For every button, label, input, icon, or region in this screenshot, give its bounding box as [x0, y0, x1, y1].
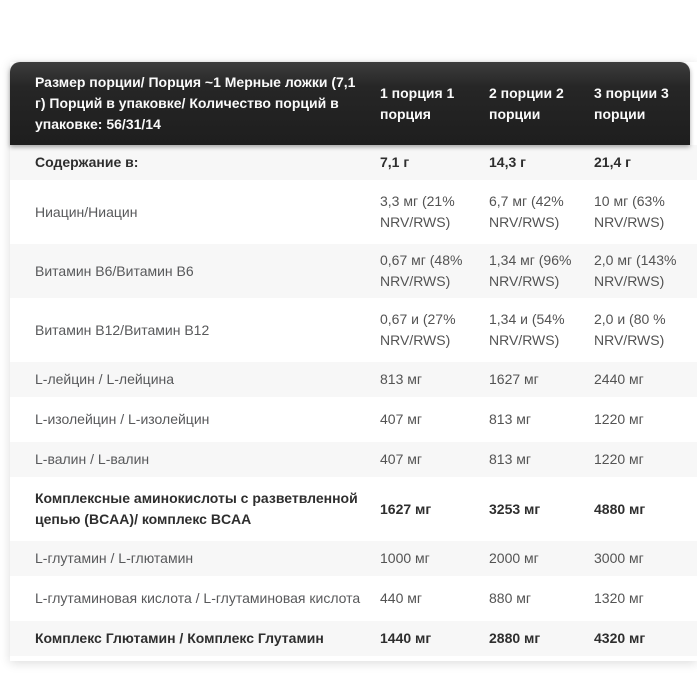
row-value-serving-3: 10 мг (63% NRV/RWS) — [594, 193, 665, 230]
table-row — [10, 581, 697, 621]
row-value-serving-3: 1220 мг — [594, 411, 644, 427]
row-value-serving-2: 14,3 г — [489, 154, 526, 170]
nutrition-facts-table — [10, 62, 697, 661]
row-value-serving-1: 1440 мг — [380, 630, 432, 646]
row-value-serving-2: 813 мг — [489, 451, 531, 467]
row-value-serving-1: 440 мг — [380, 590, 422, 606]
row-value-serving-3: 4880 мг — [594, 500, 646, 517]
row-label: Витамин B6/Витамин B6 — [35, 262, 194, 279]
table-header-row — [10, 62, 690, 145]
row-value-serving-2: 813 мг — [489, 411, 531, 427]
row-value-serving-3: 1220 мг — [594, 451, 644, 467]
row-value-serving-1: 7,1 г — [380, 154, 410, 170]
row-value-serving-1: 407 мг — [380, 451, 422, 467]
row-value-serving-3: 2,0 мг (143% NRV/RWS) — [594, 252, 677, 289]
row-value-serving-3: 21,4 г — [594, 154, 631, 170]
row-value-serving-2: 1627 мг — [489, 371, 539, 387]
row-label: L-глутаминовая кислота / L-глутаминовая кислота — [35, 590, 361, 606]
row-value-serving-1: 1000 мг — [380, 550, 430, 566]
table-header-col-2-servings: 2 порции 2 порции — [489, 84, 564, 122]
row-value-serving-1: 407 мг — [380, 411, 422, 427]
row-value-serving-1: 0,67 и (27% NRV/RWS) — [380, 311, 456, 348]
table-row — [10, 244, 697, 303]
row-value-serving-2: 1,34 мг (96% NRV/RWS) — [489, 252, 572, 289]
table-row — [10, 303, 697, 362]
row-value-serving-3: 2,0 и (80 % NRV/RWS) — [594, 311, 666, 348]
row-value-serving-2: 6,7 мг (42% NRV/RWS) — [489, 193, 564, 230]
row-value-serving-2: 880 мг — [489, 590, 531, 606]
row-label: L-изолейцин / L-изолейцин — [35, 411, 210, 427]
row-value-serving-2: 1,34 и (54% NRV/RWS) — [489, 311, 565, 348]
row-value-serving-2: 2880 мг — [489, 630, 541, 646]
row-value-serving-2: 2000 мг — [489, 550, 539, 566]
table-row — [10, 402, 697, 442]
row-value-serving-1: 813 мг — [380, 371, 422, 387]
row-value-serving-2: 3253 мг — [489, 500, 541, 517]
table-row — [10, 541, 697, 581]
row-label: Ниацин/Ниацин — [35, 203, 138, 220]
table-body — [10, 145, 697, 661]
table-row — [10, 185, 697, 244]
row-label: L-лейцин / L-лейцина — [35, 371, 175, 387]
row-value-serving-3: 4320 мг — [594, 630, 646, 646]
row-label: Витамин B12/Витамин B12 — [35, 321, 210, 338]
row-value-serving-3: 1320 мг — [594, 590, 644, 606]
row-label: Комплекс Глютамин / Комплекс Глутамин — [35, 630, 324, 646]
table-row — [10, 482, 697, 541]
table-header-col-3-servings: 3 порции 3 порции — [594, 84, 669, 122]
row-label: L-валин / L-валин — [35, 451, 150, 467]
row-value-serving-1: 1627 мг — [380, 500, 432, 517]
row-value-serving-3: 3000 мг — [594, 550, 644, 566]
table-row — [10, 362, 697, 402]
row-value-serving-3: 2440 мг — [594, 371, 644, 387]
table-header-serving-info: Размер порции/ Порция ~1 Мерные ложки (7,1 г) Порций в упаковке/ Количество порций в упаковке: 56/31/14 — [35, 74, 356, 132]
table-row — [10, 621, 697, 661]
table-row — [10, 442, 697, 482]
row-value-serving-1: 3,3 мг (21% NRV/RWS) — [380, 193, 455, 230]
row-value-serving-1: 0,67 мг (48% NRV/RWS) — [380, 252, 463, 289]
table-row — [10, 145, 697, 185]
row-label: Комплексные аминокислоты с разветвленной цепью (BCAA)/ комплекс BCAA — [35, 490, 358, 527]
row-label: Содержание в: — [35, 154, 139, 170]
table-header-col-1-serving: 1 порция 1 порция — [380, 84, 455, 122]
row-label: L-глутамин / L-глютамин — [35, 550, 194, 566]
